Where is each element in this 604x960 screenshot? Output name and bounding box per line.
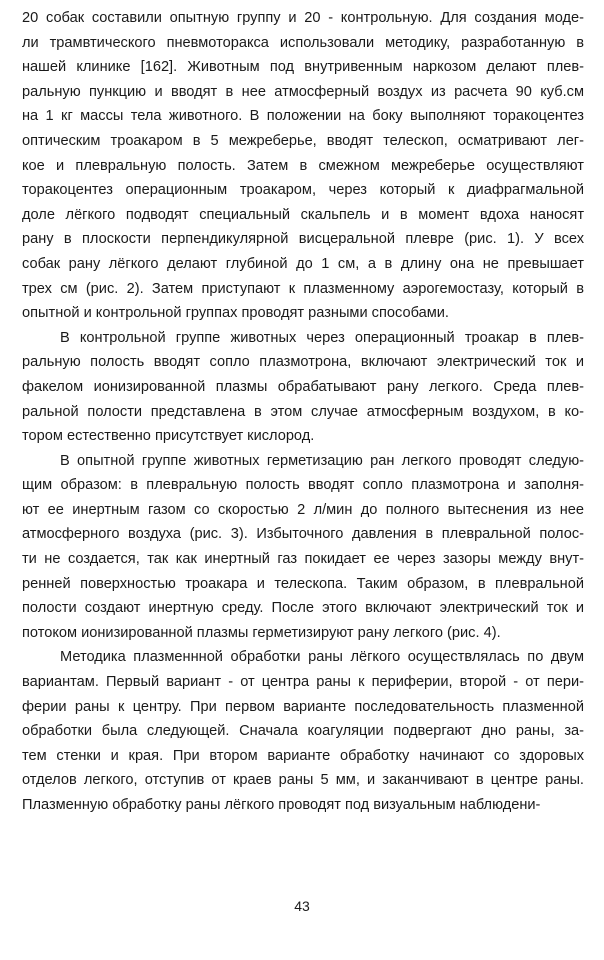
text-line: ральную пункцию и вводят в нее атмосферный воздух из расчета 90 куб.см <box>22 83 584 100</box>
text-line: доле лёгкого подводят специальный скальпель и в момент вдоха наносят <box>22 206 584 223</box>
text-line: собак рану лёгкого делают глубиной до 1 см, а в длину она не превышает <box>22 255 584 272</box>
text-line: обработки была следующей. Сначала коагуляции подвергают дно раны, за- <box>22 723 584 740</box>
paragraph <box>22 645 584 817</box>
text-line: нашей клинике [162]. Животным под внутривенным наркозом делают плев- <box>22 59 584 76</box>
text-line: ральную полость вводят сопло плазмотрона, включают электрический ток и <box>22 354 584 371</box>
text-line: трех см (рис. 2). Затем приступают к плазменному аэрогемостазу, который в <box>22 280 584 297</box>
text-line: тором естественно присутствует кислород. <box>22 428 315 445</box>
text-line: на 1 кг массы тела животного. В положении на боку выполняют торакоцентез <box>22 108 584 125</box>
text-line: В опытной группе животных герметизацию ран легкого проводят следую- <box>60 452 584 469</box>
text-line: ральной полости представлена в этом случае атмосферным воздухом, в ко- <box>22 403 584 420</box>
text-line: торакоцентез операционным троакаром, через который к диафрагмальной <box>22 182 584 199</box>
text-line: полости создают инертную среду. После этого включают электрический ток и <box>22 600 584 617</box>
text-line: ли трамвтического пневмоторакса использовали методику, разработанную в <box>22 34 584 51</box>
text-line: отделов легкого, отступив от краев раны 5 мм, и заканчивают в центре раны. <box>22 772 584 789</box>
text-line: вариантам. Первый вариант - от центра раны к периферии, второй - от пери- <box>22 674 584 691</box>
paragraph <box>22 6 584 326</box>
text-line: рану в плоскости перпендикулярной висцеральной плевре (рис. 1). У всех <box>22 231 584 248</box>
page-number: 43 <box>294 898 310 914</box>
text-line: тем стенки и края. При втором варианте обработку начинают со здоровых <box>22 747 584 764</box>
text-line: щим образом: в плевральную полость вводят сопло плазмотрона и заполня- <box>22 477 584 494</box>
paragraph <box>22 326 584 449</box>
paragraph <box>22 449 584 646</box>
document-body <box>22 6 584 818</box>
text-line: ти не создается, так как инертный газ покидает ее через зазоры между внут- <box>22 551 584 568</box>
text-line: ют ее инертным газом со скоростью 2 л/мин до полного вытеснения из нее <box>22 501 584 518</box>
text-line: опытной и контрольной группах проводят разными способами. <box>22 305 449 322</box>
text-line: атмосферного воздуха (рис. 3). Избыточного давления в плевральной полос- <box>22 526 584 543</box>
text-line: ферии раны к центру. При первом варианте последовательность плазменной <box>22 698 584 715</box>
text-line: 20 собак составили опытную группу и 20 - контрольную. Для создания моде- <box>22 10 584 26</box>
text-line: оптическим троакаром в 5 межреберье, вводят телескоп, осматривают лег- <box>22 132 584 149</box>
text-line: ренней поверхностью троакара и телескопа. Таким образом, в плевральной <box>22 575 584 592</box>
text-line: потоком ионизированной плазмы герметизируют рану легкого (рис. 4). <box>22 624 501 641</box>
text-line: В контрольной группе животных через операционный троакар в плев- <box>60 329 584 346</box>
text-line: кое и плевральную полость. Затем в смежном межреберье осуществляют <box>22 157 584 174</box>
text-line: Методика плазменнной обработки раны лёгкого осуществлялась по двум <box>60 649 584 666</box>
text-line: факелом ионизированной плазмы обрабатывают рану легкого. Среда плев- <box>22 378 584 395</box>
text-line: Плазменную обработку раны лёгкого проводят под визуальным наблюдени- <box>22 797 541 813</box>
